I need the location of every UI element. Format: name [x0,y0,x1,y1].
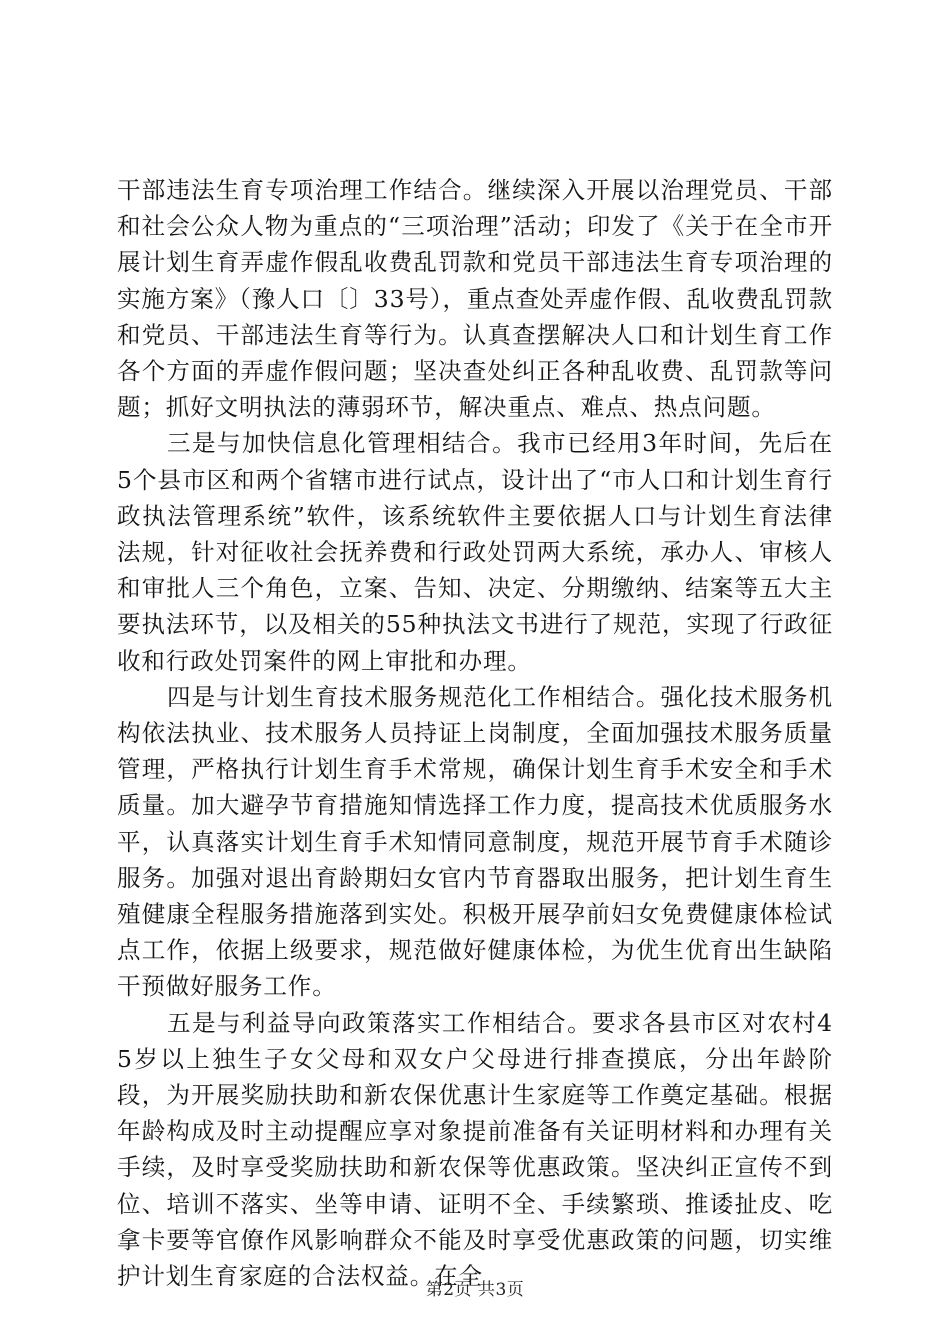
page-number-label: 第2页 共3页 [425,1280,525,1300]
page-footer [0,1275,950,1300]
paragraph-1: 干部违法生育专项治理工作结合。继续深入开展以治理党员、干部和社会公众人物为重点的“三项治理”活动；印发了《关于在全市开展计划生育弄虚作假乱收费乱罚款和党员干部违法生育专项治理的实施方案》（豫人口〔〕33号），重点查处弄虚作假、乱收费乱罚款和党员、干部违法生育等行为。认真查摆解决人口和计划生育工作各个方面的弄虚作假问题；坚决查处纠正各种乱收费、乱罚款等问题；抓好文明执法的薄弱环节，解决重点、难点、热点问题。 [117,176,833,422]
paragraph-4: 五是与利益导向政策落实工作相结合。要求各县市区对农村45岁以上独生子女父母和双女户父母进行排查摸底，分出年龄阶段，为开展奖励扶助和新农保优惠计生家庭等工作奠定基础。根据年龄构成及时主动提醒应享对象提前准备有关证明材料和办理有关手续，及时享受奖励扶助和新农保等优惠政策。坚决纠正宣传不到位、培训不落实、坐等申请、证明不全、手续繁琐、推诿扯皮、吃拿卡要等官僚作风影响群众不能及时享受优惠政策的问题，切实维护计划生育家庭的合法权益。在全 [117,1008,833,1291]
paragraph-2: 三是与加快信息化管理相结合。我市已经用3年时间，先后在5个县市区和两个省辖市进行试点，设计出了“市人口和计划生育行政执法管理系统”软件，该系统软件主要依据人口与计划生育法律法规，针对征收社会抚养费和行政处罚两大系统，承办人、审核人和审批人三个角色，立案、告知、决定、分期缴纳、结案等五大主要执法环节，以及相关的55种执法文书进行了规范，实现了行政征收和行政处罚案件的网上审批和办理。 [117,429,833,675]
paragraph-3: 四是与计划生育技术服务规范化工作相结合。强化技术服务机构依法执业、技术服务人员持证上岗制度，全面加强技术服务质量管理，严格执行计划生育手术常规，确保计划生育手术安全和手术质量。加大避孕节育措施知情选择工作力度，提高技术优质服务水平，认真落实计划生育手术知情同意制度，规范开展节育手术随诊服务。加强对退出育龄期妇女官内节育器取出服务，把计划生育生殖健康全程服务措施落到实处。积极开展孕前妇女免费健康体检试点工作，依据上级要求，规范做好健康体检，为优生优育出生缺陷干预做好服务工作。 [117,682,833,1001]
document-body [117,172,833,1294]
